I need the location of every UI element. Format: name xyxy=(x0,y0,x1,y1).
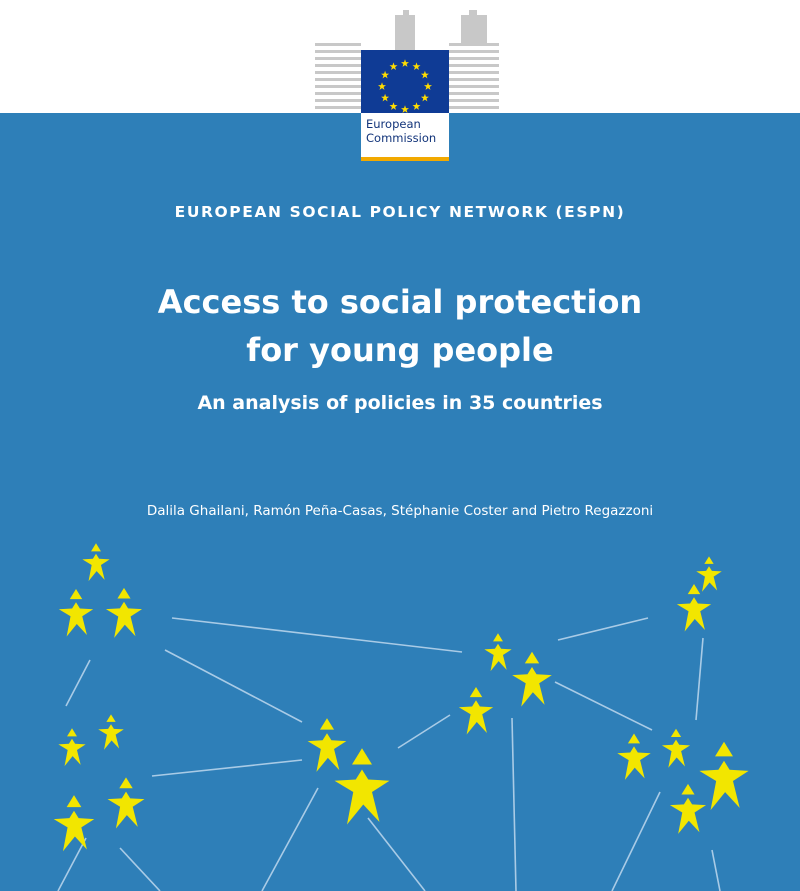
network-line xyxy=(165,650,302,722)
person-body xyxy=(108,792,145,829)
person-figure xyxy=(696,556,722,591)
person-head xyxy=(320,718,334,729)
person-head xyxy=(91,543,101,551)
authors: Dalila Ghailani, Ramón Peña-Casas, Stéphanie Coster and Pietro Regazzoni xyxy=(146,503,654,519)
network-line xyxy=(558,618,648,640)
logo-line-1: European xyxy=(366,117,421,131)
person-figure xyxy=(662,729,690,768)
person-head xyxy=(628,733,640,743)
person-body xyxy=(617,746,650,779)
person-figure xyxy=(108,777,145,828)
title-line-1: Access to social protection xyxy=(157,283,643,321)
person-figure xyxy=(58,728,85,766)
person-head xyxy=(681,784,694,795)
person-figure xyxy=(617,733,650,779)
network-line xyxy=(696,638,703,720)
person-figure xyxy=(59,589,93,637)
person-body xyxy=(670,798,706,834)
person-head xyxy=(67,728,77,736)
person-head xyxy=(525,652,539,664)
person-figure xyxy=(335,748,390,824)
person-figure xyxy=(82,543,109,581)
person-head xyxy=(470,687,482,697)
network-line xyxy=(712,850,720,891)
person-figure xyxy=(54,795,94,851)
person-body xyxy=(512,667,552,707)
person-figure xyxy=(699,742,748,810)
logo-line-2: Commission xyxy=(366,131,437,145)
person-figure xyxy=(459,687,493,735)
person-body xyxy=(459,700,493,734)
person-body xyxy=(335,770,390,825)
network-line xyxy=(512,718,516,891)
network-line xyxy=(555,682,652,730)
title-line-2: for young people xyxy=(246,331,554,369)
person-body xyxy=(484,644,511,671)
person-figure xyxy=(98,714,124,749)
person-body xyxy=(82,554,109,581)
network-line xyxy=(368,818,425,891)
person-body xyxy=(98,724,124,750)
network-line xyxy=(612,792,660,891)
subtitle: An analysis of policies in 35 countries xyxy=(197,392,603,414)
person-head xyxy=(715,742,733,757)
person-head xyxy=(352,748,372,764)
network-line xyxy=(66,660,90,706)
network-line xyxy=(172,618,462,652)
person-head xyxy=(70,589,82,599)
network-line xyxy=(398,715,450,748)
network-line xyxy=(152,760,302,776)
person-figure xyxy=(106,588,142,638)
person-figure xyxy=(512,652,552,707)
person-head xyxy=(688,584,700,594)
person-head xyxy=(67,795,82,807)
network-line xyxy=(262,788,318,891)
person-figure xyxy=(670,784,706,834)
person-body xyxy=(662,740,690,768)
person-body xyxy=(308,733,347,772)
person-body xyxy=(677,597,711,631)
person-body xyxy=(54,811,94,851)
person-body xyxy=(699,761,748,810)
person-head xyxy=(106,714,115,722)
person-head xyxy=(704,556,713,564)
person-body xyxy=(696,566,722,592)
person-body xyxy=(106,602,142,638)
person-head xyxy=(493,633,503,641)
person-head xyxy=(119,777,132,788)
network-line xyxy=(58,838,86,891)
person-body xyxy=(58,739,85,766)
person-figure xyxy=(484,633,511,671)
person-body xyxy=(59,602,93,636)
person-figure xyxy=(308,718,347,772)
person-head xyxy=(117,588,130,599)
network-line xyxy=(120,848,160,891)
person-head xyxy=(671,729,681,737)
person-figure xyxy=(677,584,711,632)
series-title: EUROPEAN SOCIAL POLICY NETWORK (ESPN) xyxy=(174,203,626,221)
people-figures xyxy=(54,543,749,851)
